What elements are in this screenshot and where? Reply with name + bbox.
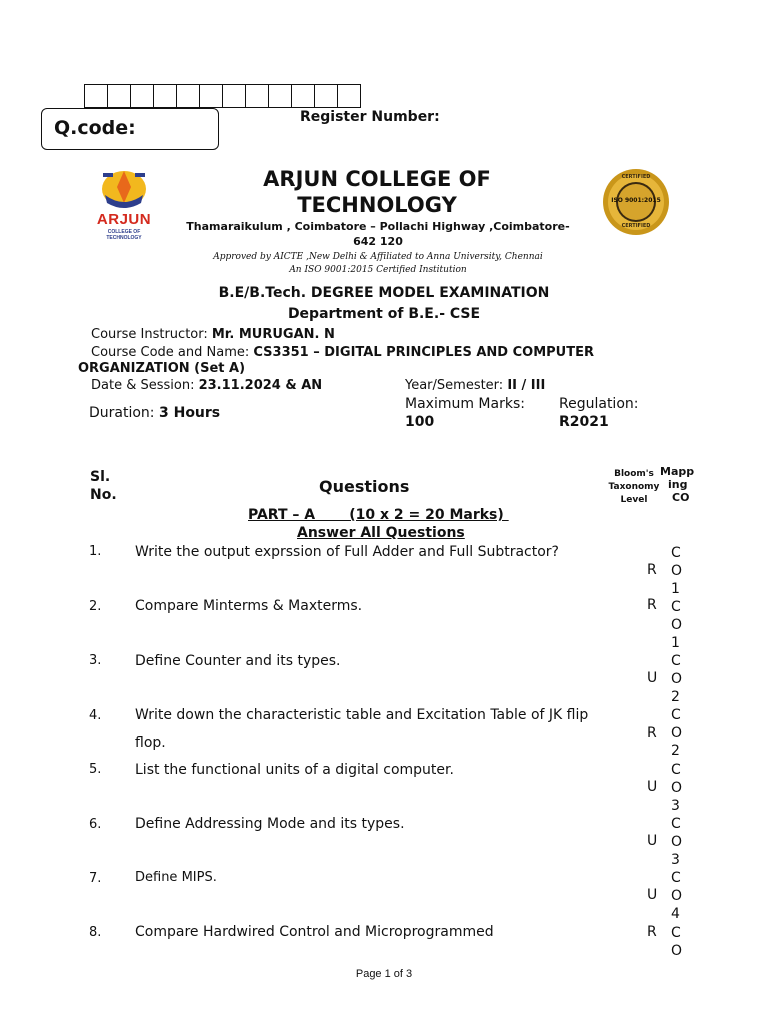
- co-mapping: CO2: [671, 707, 683, 759]
- department-title: Department of B.E.- CSE: [287, 306, 481, 322]
- part-a-title: PART – A (10 x 2 = 20 Marks): [248, 507, 509, 523]
- co-mapping: CO1: [671, 599, 683, 651]
- seal-bottom-text: CERTIFIED: [621, 223, 651, 229]
- date-session: [91, 378, 322, 393]
- sl-header-line1: Sl.: [90, 469, 111, 485]
- year-semester: [405, 378, 545, 393]
- register-digit-box[interactable]: [107, 84, 131, 108]
- bloom-level: U: [647, 779, 658, 795]
- iso-seal: [603, 166, 669, 238]
- college-logo: [91, 165, 157, 241]
- bloom-level: U: [647, 833, 658, 849]
- register-digit-box[interactable]: [153, 84, 177, 108]
- register-number-boxes: [84, 84, 361, 108]
- seal-center-text: ISO 9001:2015: [611, 197, 661, 204]
- question-text: Write down the characteristic table and Excitation Table of JK flip flop.: [135, 707, 589, 751]
- question-text: Write the output exprssion of Full Adder and Full Subtractor?: [135, 544, 559, 560]
- register-digit-box[interactable]: [130, 84, 154, 108]
- question-text: Compare Minterms & Maxterms.: [135, 598, 363, 614]
- college-name-line1: ARJUN COLLEGE OF: [263, 167, 491, 191]
- question-number: 5.: [89, 762, 102, 777]
- course-label: Course Code and Name:: [91, 345, 254, 360]
- co-mapping: CO3: [671, 762, 683, 814]
- question-text: Define Addressing Mode and its types.: [135, 816, 405, 832]
- duration: [89, 405, 220, 421]
- part-a-instruction: Answer All Questions: [297, 525, 465, 541]
- register-digit-box[interactable]: [199, 84, 223, 108]
- logo-subtext: COLLEGE OF TECHNOLOGY: [106, 229, 142, 241]
- logo-text: ARJUN: [96, 211, 152, 228]
- exam-title: B.E/B.Tech. DEGREE MODEL EXAMINATION: [218, 285, 550, 301]
- co-header-line2: ing: [668, 478, 688, 491]
- question-number: 2.: [89, 599, 102, 614]
- college-name: [237, 166, 517, 218]
- question-number: 3.: [89, 653, 102, 668]
- regulation-value: R2021: [559, 414, 609, 430]
- register-digit-box[interactable]: [337, 84, 361, 108]
- year-label: Year/Semester:: [405, 378, 508, 393]
- regulation-label: Regulation:: [559, 396, 639, 412]
- register-digit-box[interactable]: [176, 84, 200, 108]
- question-text: Compare Hardwired Control and Microprogrammed: [135, 924, 494, 940]
- co-mapping: CO1: [671, 545, 683, 597]
- date-label: Date & Session:: [91, 378, 199, 393]
- bloom-level: R: [647, 597, 657, 613]
- course-value-line2: ORGANIZATION (Set A): [78, 361, 246, 376]
- question-text: Define Counter and its types.: [135, 653, 341, 669]
- question-text: List the functional units of a digital computer.: [135, 762, 454, 778]
- bloom-level: U: [647, 670, 658, 686]
- co-header-line3: CO: [672, 491, 690, 504]
- page-number: Page 1 of 3: [355, 968, 413, 980]
- seal-top-text: CERTIFIED: [621, 174, 651, 180]
- co-mapping: CO4: [671, 870, 683, 922]
- bloom-header-line1: Bloom's: [614, 469, 654, 479]
- co-mapping-header: [660, 465, 698, 504]
- sl-header-line2: No.: [90, 487, 117, 503]
- duration-label: Duration:: [89, 405, 159, 421]
- max-marks-value: 100: [405, 414, 435, 430]
- course-instructor: [91, 327, 335, 342]
- question-number: 7.: [89, 871, 102, 886]
- college-address: [178, 219, 578, 249]
- date-value: 23.11.2024 & AN: [198, 378, 323, 393]
- register-digit-box[interactable]: [84, 84, 108, 108]
- course-code-name: [91, 345, 594, 360]
- address-line1: Thamaraikulum , Coimbatore – Pollachi Highway ,Coimbatore-: [186, 220, 570, 233]
- co-mapping: CO2: [671, 653, 683, 705]
- register-number-label: Register Number:: [300, 109, 440, 125]
- register-digit-box[interactable]: [245, 84, 269, 108]
- instructor-value: Mr. MURUGAN. N: [211, 327, 335, 342]
- max-marks-label: Maximum Marks:: [405, 396, 525, 412]
- register-digit-box[interactable]: [314, 84, 338, 108]
- duration-value: 3 Hours: [158, 405, 221, 421]
- question-text: Define MIPS.: [135, 870, 217, 885]
- co-header-line1: Mapp: [660, 465, 695, 478]
- address-line2: 642 120: [353, 235, 403, 248]
- question-number: 4.: [89, 708, 102, 723]
- bloom-header-line2: Taxonomy: [608, 482, 660, 492]
- question-number: 6.: [89, 817, 102, 832]
- co-mapping: CO3: [671, 816, 683, 868]
- college-name-line2: TECHNOLOGY: [297, 193, 457, 217]
- question-number: 8.: [89, 925, 102, 940]
- approval-line1: Approved by AICTE ,New Delhi & Affiliated to Anna University, Chennai: [213, 252, 543, 262]
- approval-line2: An ISO 9001:2015 Certified Institution: [289, 265, 467, 275]
- questions-header: Questions: [319, 477, 410, 496]
- bloom-level: R: [647, 562, 657, 578]
- bloom-level: R: [647, 924, 657, 940]
- qcode-label: Q.code:: [54, 117, 136, 139]
- register-digit-box[interactable]: [222, 84, 246, 108]
- sl-no-header: [90, 468, 117, 504]
- bloom-header-line3: Level: [620, 495, 648, 505]
- co-mapping: CO: [671, 925, 683, 959]
- question-number: 1.: [89, 544, 102, 559]
- qcode-box: [41, 108, 219, 150]
- bloom-level: R: [647, 725, 657, 741]
- year-value: II / III: [507, 378, 546, 393]
- bloom-level: U: [647, 887, 658, 903]
- instructor-label: Course Instructor:: [91, 327, 212, 342]
- register-digit-box[interactable]: [291, 84, 315, 108]
- approval-text: [208, 251, 548, 277]
- register-digit-box[interactable]: [268, 84, 292, 108]
- course-value-line1: CS3351 – DIGITAL PRINCIPLES AND COMPUTER: [253, 345, 594, 360]
